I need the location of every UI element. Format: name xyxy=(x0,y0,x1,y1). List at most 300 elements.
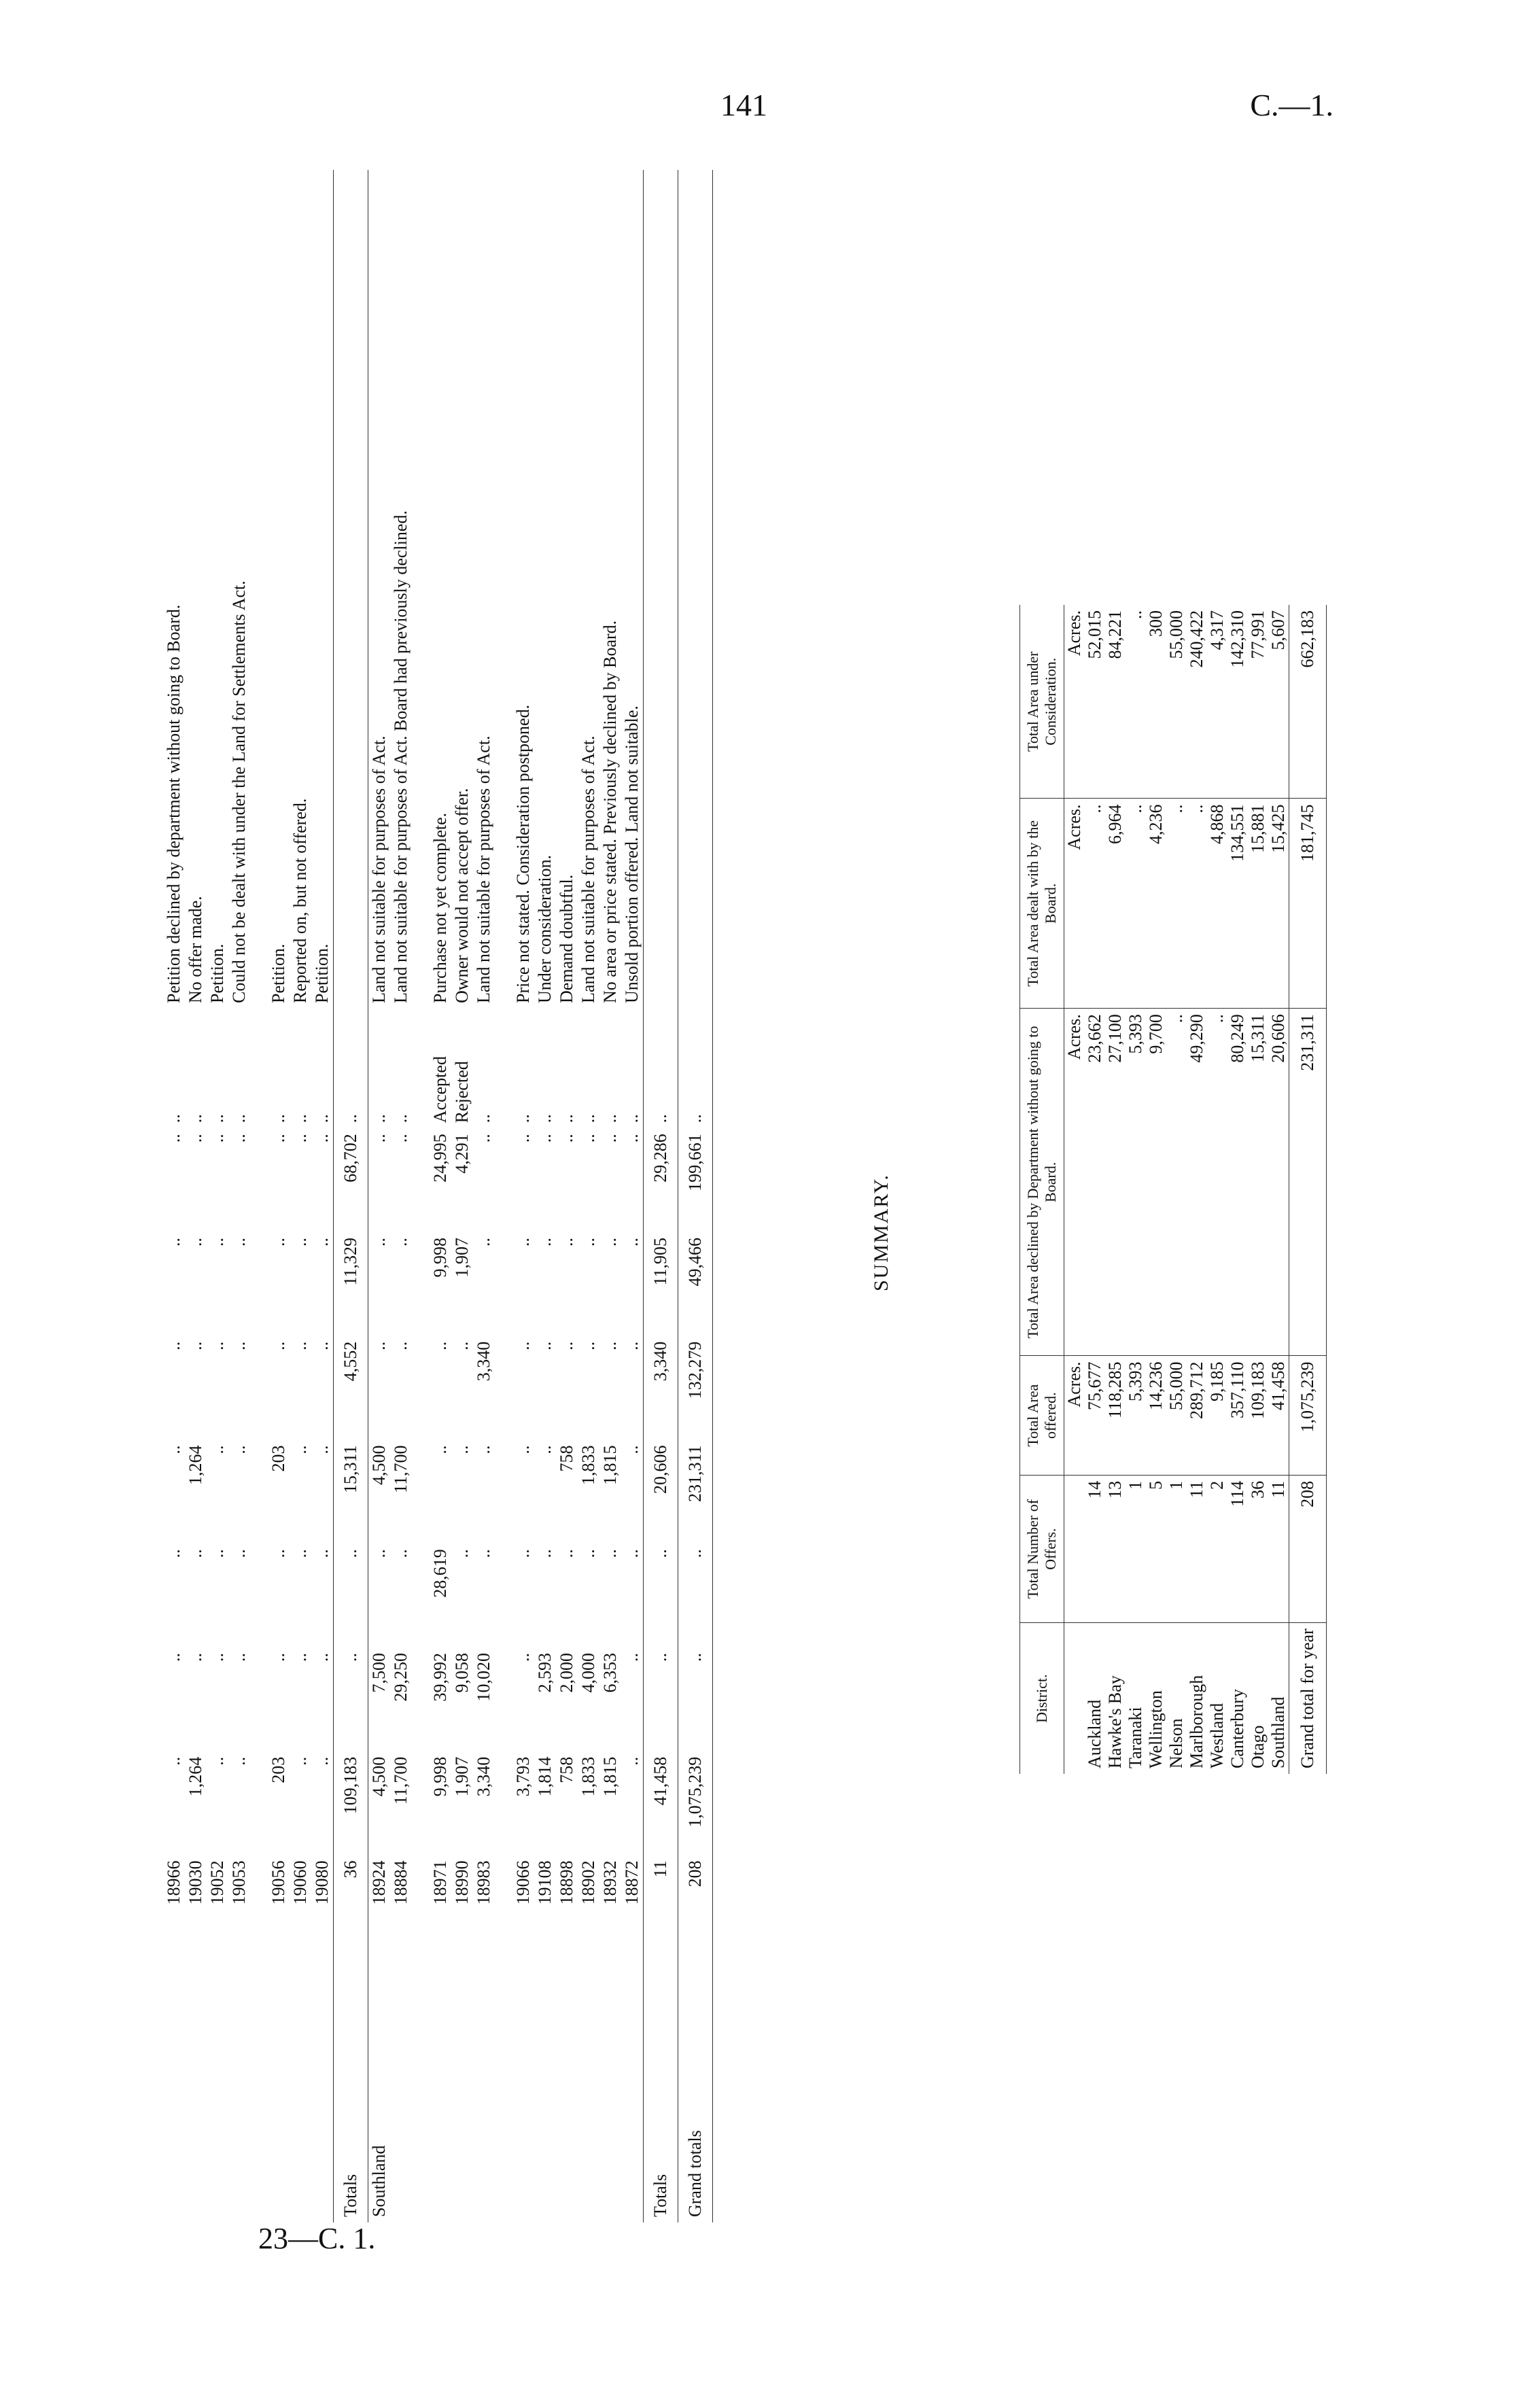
summary-unit-label: Acres. xyxy=(1064,799,1085,1009)
area-cell: .. xyxy=(369,1134,389,1143)
summary-district-cell: Southland xyxy=(1268,1696,1288,1768)
area-cell: .. xyxy=(369,1341,389,1350)
area-cell: 199,661 xyxy=(678,1128,713,1232)
area-cell: .. xyxy=(600,1549,620,1558)
summary-value-cell: 9,185 xyxy=(1207,1356,1227,1475)
summary-value-cell: 49,290 xyxy=(1187,1009,1207,1356)
area-cell: 2,593 xyxy=(535,1652,555,1693)
table-row xyxy=(534,170,556,2222)
table-row xyxy=(290,170,311,2222)
status-cell: .. xyxy=(678,1009,713,1128)
row-label: Totals xyxy=(334,1959,368,2222)
area-cell: .. xyxy=(513,1549,533,1558)
area-cell: 39,992 xyxy=(430,1652,450,1702)
row-label xyxy=(185,1959,207,2222)
summary-value-cell: 357,110 xyxy=(1227,1356,1248,1475)
status-cell: .. xyxy=(535,1114,555,1123)
area-cell: .. xyxy=(186,1549,205,1558)
area-cell: 3,340 xyxy=(474,1756,493,1797)
area-cell: .. xyxy=(290,1445,310,1454)
area-cell: .. xyxy=(513,1134,533,1143)
ref-number-cell: 18924 xyxy=(369,1860,389,1905)
summary-value-cell: .. xyxy=(1166,1009,1187,1356)
summary-district-cell: Marlborough xyxy=(1187,1675,1206,1768)
summary-row xyxy=(1146,605,1166,1774)
row-label xyxy=(556,1959,578,2222)
table-row xyxy=(678,170,713,2222)
table-row xyxy=(207,170,228,2222)
area-cell: .. xyxy=(229,1237,249,1246)
area-cell: .. xyxy=(678,1647,713,1751)
ref-number-cell: 19053 xyxy=(229,1860,249,1905)
document-reference: C.—1. xyxy=(1250,88,1333,122)
table-row xyxy=(578,170,599,2222)
area-cell: 4,500 xyxy=(369,1756,389,1797)
area-cell: .. xyxy=(578,1341,598,1350)
table-row xyxy=(451,170,473,2222)
area-cell: .. xyxy=(557,1134,576,1143)
summary-column-header: District. xyxy=(1020,1623,1064,1774)
status-cell: .. xyxy=(312,1114,332,1123)
summary-value-cell: 23,662 xyxy=(1085,1009,1105,1356)
area-cell: .. xyxy=(474,1237,493,1246)
summary-value-cell: 15,425 xyxy=(1268,799,1289,1009)
summary-value-cell: 4,236 xyxy=(1146,799,1166,1009)
area-cell: .. xyxy=(369,1237,389,1246)
ref-number-cell: 208 xyxy=(678,1855,713,1959)
area-cell: .. xyxy=(513,1652,533,1662)
area-cell: .. xyxy=(578,1237,598,1246)
summary-value-cell: 77,991 xyxy=(1248,605,1268,799)
summary-value-cell: 142,310 xyxy=(1227,605,1248,799)
row-label xyxy=(311,1959,334,2222)
status-cell: .. xyxy=(369,1114,389,1123)
remarks-cell: Petition. xyxy=(207,943,227,1003)
area-cell: 4,291 xyxy=(452,1134,472,1174)
area-cell: .. xyxy=(207,1237,227,1246)
area-cell: .. xyxy=(229,1134,249,1143)
summary-district-cell: Canterbury xyxy=(1227,1689,1247,1768)
table-row xyxy=(512,170,534,2222)
area-cell: .. xyxy=(290,1341,310,1350)
ref-number-cell: 19108 xyxy=(535,1860,555,1905)
area-cell: .. xyxy=(600,1341,620,1350)
summary-unit-label: Acres. xyxy=(1064,1356,1085,1475)
table-row xyxy=(334,170,368,2222)
area-cell: .. xyxy=(513,1341,533,1350)
table-row xyxy=(390,170,412,2222)
area-cell: .. xyxy=(391,1341,411,1350)
area-cell: .. xyxy=(229,1445,249,1454)
area-cell: .. xyxy=(290,1237,310,1246)
area-cell: .. xyxy=(452,1445,472,1454)
ref-number-cell: 18990 xyxy=(452,1860,472,1905)
area-cell: .. xyxy=(186,1341,205,1350)
remarks-cell: Could not be dealt with under the Land for Settlements Act. xyxy=(229,580,249,1003)
spacer-row xyxy=(495,170,512,2222)
area-cell: 11,329 xyxy=(334,1232,368,1336)
status-cell: .. xyxy=(186,1114,205,1123)
table-row xyxy=(621,170,644,2222)
area-cell: .. xyxy=(290,1652,310,1662)
summary-units-row xyxy=(1064,605,1085,1774)
summary-value-cell: 14,236 xyxy=(1146,1356,1166,1475)
summary-row xyxy=(1268,605,1289,1774)
row-label xyxy=(578,1959,599,2222)
area-cell: .. xyxy=(622,1652,642,1662)
area-cell: .. xyxy=(290,1549,310,1558)
area-cell: .. xyxy=(312,1445,332,1454)
area-cell: .. xyxy=(474,1134,493,1143)
area-cell: .. xyxy=(312,1134,332,1143)
area-cell: 4,000 xyxy=(578,1652,598,1693)
area-cell: .. xyxy=(622,1549,642,1558)
remarks-cell: Land not suitable for purposes of Act. xyxy=(578,735,598,1003)
remarks-cell xyxy=(678,170,713,1009)
area-cell: 1,815 xyxy=(600,1445,620,1485)
area-cell: .. xyxy=(164,1652,184,1662)
remarks-cell: Petition. xyxy=(312,943,332,1003)
summary-value-cell: 1 xyxy=(1126,1475,1146,1622)
summary-row xyxy=(1227,605,1248,1774)
summary-value-cell: 118,285 xyxy=(1105,1356,1126,1475)
status-cell: .. xyxy=(474,1114,493,1123)
area-cell: 11,700 xyxy=(391,1445,411,1494)
summary-value-cell: 240,422 xyxy=(1187,605,1207,799)
summary-value-cell: 5,393 xyxy=(1126,1356,1146,1475)
area-cell: .. xyxy=(557,1341,576,1350)
remarks-cell: Land not suitable for purposes of Act. xyxy=(369,735,389,1003)
summary-value-cell: 15,311 xyxy=(1248,1009,1268,1356)
ref-number-cell: 18971 xyxy=(430,1860,450,1905)
ref-number-cell: 19080 xyxy=(312,1860,332,1905)
area-cell: .. xyxy=(229,1756,249,1766)
area-cell: .. xyxy=(578,1549,598,1558)
status-cell: .. xyxy=(600,1114,620,1123)
summary-district-cell: Nelson xyxy=(1166,1718,1186,1768)
row-label xyxy=(268,1959,290,2222)
summary-header-row xyxy=(1020,605,1064,1774)
area-cell: .. xyxy=(474,1445,493,1454)
area-cell: 1,833 xyxy=(578,1445,598,1485)
table-row xyxy=(473,170,495,2222)
summary-value-cell: 4,868 xyxy=(1207,799,1227,1009)
table-row xyxy=(644,170,678,2222)
offers-table-body xyxy=(163,170,713,2222)
area-cell: .. xyxy=(164,1237,184,1246)
area-cell: .. xyxy=(312,1237,332,1246)
area-cell: .. xyxy=(535,1134,555,1143)
summary-value-cell: 1,075,239 xyxy=(1289,1356,1327,1475)
summary-value-cell: 109,183 xyxy=(1248,1356,1268,1475)
area-cell: .. xyxy=(578,1134,598,1143)
area-cell: .. xyxy=(164,1549,184,1558)
summary-value-cell: 5,393 xyxy=(1126,1009,1146,1356)
remarks-cell: Under consideration. xyxy=(535,854,555,1003)
area-cell: .. xyxy=(430,1445,450,1454)
area-cell: 4,552 xyxy=(334,1336,368,1440)
area-cell: .. xyxy=(644,1543,678,1647)
area-cell: 29,250 xyxy=(391,1652,411,1702)
summary-column-header: Total Area offered. xyxy=(1020,1356,1064,1475)
summary-row xyxy=(1248,605,1268,1774)
area-cell: 7,500 xyxy=(369,1652,389,1693)
row-label: Totals xyxy=(644,1959,678,2222)
area-cell: 203 xyxy=(268,1756,288,1783)
summary-value-cell: .. xyxy=(1187,799,1207,1009)
summary-row xyxy=(1105,605,1126,1774)
area-cell: .. xyxy=(622,1756,642,1766)
summary-district-cell: Grand total for year xyxy=(1289,1623,1327,1774)
ref-number-cell: 19030 xyxy=(186,1860,205,1905)
area-cell: 41,458 xyxy=(644,1751,678,1855)
area-cell: .. xyxy=(290,1134,310,1143)
row-label xyxy=(534,1959,556,2222)
area-cell: 68,702 xyxy=(334,1128,368,1232)
area-cell: 11,700 xyxy=(391,1756,411,1805)
status-cell: .. xyxy=(268,1114,288,1123)
area-cell: 11,905 xyxy=(644,1232,678,1336)
summary-value-cell: 5 xyxy=(1146,1475,1166,1622)
area-cell: .. xyxy=(334,1647,368,1751)
summary-row xyxy=(1126,605,1146,1774)
summary-unit-label xyxy=(1064,1623,1085,1774)
area-cell: 231,311 xyxy=(678,1439,713,1543)
row-label xyxy=(430,1959,451,2222)
area-cell: .. xyxy=(268,1134,288,1143)
area-cell: .. xyxy=(290,1756,310,1766)
status-cell: .. xyxy=(334,1009,368,1128)
summary-district-cell: Taranaki xyxy=(1126,1707,1145,1768)
area-cell: .. xyxy=(452,1549,472,1558)
area-cell: .. xyxy=(186,1652,205,1662)
area-cell: .. xyxy=(268,1237,288,1246)
row-label xyxy=(390,1959,412,2222)
summary-value-cell: 231,311 xyxy=(1289,1009,1327,1356)
ref-number-cell: 19066 xyxy=(513,1860,533,1905)
row-label xyxy=(228,1959,250,2222)
area-cell: .. xyxy=(535,1445,555,1454)
area-cell: .. xyxy=(207,1549,227,1558)
ref-number-cell: 18898 xyxy=(557,1860,576,1905)
area-cell: .. xyxy=(229,1341,249,1350)
summary-district-cell: Auckland xyxy=(1085,1699,1104,1768)
summary-row xyxy=(1085,605,1105,1774)
summary-value-cell: 114 xyxy=(1227,1475,1248,1622)
summary-region xyxy=(1019,605,1387,1774)
area-cell: .. xyxy=(430,1341,450,1350)
summary-value-cell: 84,221 xyxy=(1105,605,1126,799)
area-cell: 1,075,239 xyxy=(678,1751,713,1855)
summary-district-cell: Westland xyxy=(1207,1703,1227,1768)
area-cell: .. xyxy=(644,1647,678,1751)
remarks-cell: Land not suitable for purposes of Act. xyxy=(474,735,493,1003)
ref-number-cell: 19052 xyxy=(207,1860,227,1905)
summary-table-body xyxy=(1085,605,1327,1774)
row-label: Southland xyxy=(369,2145,389,2217)
remarks-cell: Reported on, but not offered. xyxy=(290,798,310,1003)
table-row xyxy=(556,170,578,2222)
area-cell: 4,500 xyxy=(369,1445,389,1485)
table-row xyxy=(185,170,207,2222)
summary-district-cell: Otago xyxy=(1248,1725,1268,1768)
summary-value-cell: 662,183 xyxy=(1289,605,1327,799)
ref-number-cell: 18983 xyxy=(474,1860,493,1905)
area-cell: .. xyxy=(164,1134,184,1143)
remarks-cell xyxy=(334,170,368,1009)
area-cell: 15,311 xyxy=(334,1439,368,1543)
area-cell: .. xyxy=(164,1756,184,1766)
summary-unit-label xyxy=(1064,1475,1085,1622)
summary-row xyxy=(1187,605,1207,1774)
area-cell: .. xyxy=(622,1237,642,1246)
area-cell: .. xyxy=(207,1445,227,1454)
row-label xyxy=(451,1959,473,2222)
area-cell: .. xyxy=(186,1134,205,1143)
area-cell: 3,340 xyxy=(644,1336,678,1440)
summary-value-cell: 55,000 xyxy=(1166,1356,1187,1475)
table-row xyxy=(311,170,334,2222)
area-cell: .. xyxy=(622,1445,642,1454)
ref-number-cell: 36 xyxy=(334,1855,368,1959)
table-row xyxy=(599,170,621,2222)
footer-reference: 23—C. 1. xyxy=(258,2222,376,2255)
area-cell: .. xyxy=(391,1549,411,1558)
summary-value-cell: 11 xyxy=(1187,1475,1207,1622)
area-cell: 109,183 xyxy=(334,1751,368,1855)
area-cell: .. xyxy=(312,1549,332,1558)
remarks-cell: Petition declined by department without going to Board. xyxy=(164,604,184,1003)
summary-column-header: Total Area dealt with by the Board. xyxy=(1020,799,1064,1009)
table-row xyxy=(368,170,391,2222)
area-cell: 758 xyxy=(557,1756,576,1783)
ref-number-cell: 18932 xyxy=(600,1860,620,1905)
summary-value-cell: 5,607 xyxy=(1268,605,1289,799)
area-cell: .. xyxy=(557,1549,576,1558)
status-cell: .. xyxy=(290,1114,310,1123)
summary-column-header: Total Area declined by Department without going to Board. xyxy=(1020,1009,1064,1356)
ref-number-cell: 19056 xyxy=(268,1860,288,1905)
row-label xyxy=(163,1959,185,2222)
area-cell: 1,833 xyxy=(578,1756,598,1797)
summary-value-cell: 15,881 xyxy=(1248,799,1268,1009)
summary-value-cell: .. xyxy=(1207,1009,1227,1356)
row-label xyxy=(473,1959,495,2222)
area-cell: 9,998 xyxy=(430,1756,450,1797)
status-cell: .. xyxy=(578,1114,598,1123)
remarks-cell: Land not suitable for purposes of Act. Board had previously declined. xyxy=(391,510,411,1003)
remarks-cell: Unsold portion offered. Land not suitable. xyxy=(622,705,642,1003)
summary-value-cell: .. xyxy=(1126,799,1146,1009)
summary-value-cell: 80,249 xyxy=(1227,1009,1248,1356)
area-cell: .. xyxy=(622,1341,642,1350)
remarks-cell: Purchase not yet complete. xyxy=(430,812,450,1003)
summary-value-cell: 11 xyxy=(1268,1475,1289,1622)
summary-title: SUMMARY. xyxy=(870,1173,892,1291)
summary-value-cell: 27,100 xyxy=(1105,1009,1126,1356)
spacer-row xyxy=(250,170,268,2222)
area-cell: 9,998 xyxy=(430,1237,450,1278)
remarks-cell xyxy=(644,170,678,1009)
area-cell: .. xyxy=(391,1237,411,1246)
table-row xyxy=(228,170,250,2222)
area-cell: .. xyxy=(312,1652,332,1662)
row-label xyxy=(207,1959,228,2222)
area-cell: 132,279 xyxy=(678,1336,713,1440)
summary-unit-label: Acres. xyxy=(1064,1009,1085,1356)
area-cell: 203 xyxy=(268,1445,288,1472)
area-cell: 1,264 xyxy=(186,1756,205,1797)
area-cell: 6,353 xyxy=(600,1652,620,1693)
table-row xyxy=(268,170,290,2222)
summary-value-cell: 13 xyxy=(1105,1475,1126,1622)
summary-row xyxy=(1207,605,1227,1774)
row-label: Grand totals xyxy=(678,1959,713,2222)
area-cell: .. xyxy=(207,1756,227,1766)
area-cell: .. xyxy=(474,1549,493,1558)
area-cell: .. xyxy=(513,1445,533,1454)
offers-table xyxy=(163,170,713,2222)
summary-value-cell: 41,458 xyxy=(1268,1356,1289,1475)
area-cell: .. xyxy=(268,1341,288,1350)
area-cell: 3,793 xyxy=(513,1756,533,1797)
status-cell: .. xyxy=(622,1114,642,1123)
ref-number-cell: 18966 xyxy=(164,1860,184,1905)
summary-value-cell: 9,700 xyxy=(1146,1009,1166,1356)
remarks-cell: Demand doubtful. xyxy=(557,874,576,1003)
area-cell: 20,606 xyxy=(644,1439,678,1543)
row-label xyxy=(290,1959,311,2222)
ref-number-cell: 19060 xyxy=(290,1860,310,1905)
status-cell: .. xyxy=(207,1114,227,1123)
area-cell: 1,264 xyxy=(186,1445,205,1485)
status-cell: Rejected xyxy=(452,1061,472,1123)
summary-column-header: Total Area under Consideration. xyxy=(1020,605,1064,799)
table-row xyxy=(430,170,451,2222)
area-cell: 1,815 xyxy=(600,1756,620,1797)
area-cell: 1,907 xyxy=(452,1756,472,1797)
summary-district-cell: Hawke's Bay xyxy=(1105,1675,1125,1768)
summary-value-cell: .. xyxy=(1166,799,1187,1009)
area-cell: .. xyxy=(678,1543,713,1647)
summary-district-cell: Wellington xyxy=(1146,1690,1166,1768)
ref-number-cell: 18872 xyxy=(622,1860,642,1905)
ref-number-cell: 18902 xyxy=(578,1860,598,1905)
row-label xyxy=(599,1959,621,2222)
area-cell: .. xyxy=(535,1237,555,1246)
remarks-cell: No offer made. xyxy=(186,896,205,1003)
area-cell: .. xyxy=(600,1237,620,1246)
area-cell: .. xyxy=(535,1341,555,1350)
area-cell: .. xyxy=(312,1756,332,1766)
area-cell: .. xyxy=(535,1549,555,1558)
summary-value-cell: 4,317 xyxy=(1207,605,1227,799)
summary-row xyxy=(1166,605,1187,1774)
area-cell: 9,058 xyxy=(452,1652,472,1693)
area-cell: .. xyxy=(513,1237,533,1246)
ref-number-cell: 11 xyxy=(644,1855,678,1959)
area-cell: .. xyxy=(391,1134,411,1143)
area-cell: 1,907 xyxy=(452,1237,472,1278)
area-cell: 3,340 xyxy=(474,1341,493,1382)
area-cell: 49,466 xyxy=(678,1232,713,1336)
area-cell: .. xyxy=(369,1549,389,1558)
area-cell: 758 xyxy=(557,1445,576,1472)
status-cell: .. xyxy=(513,1114,533,1123)
ref-number-cell: 18884 xyxy=(391,1860,411,1905)
summary-value-cell: 2 xyxy=(1207,1475,1227,1622)
summary-value-cell: .. xyxy=(1085,799,1105,1009)
